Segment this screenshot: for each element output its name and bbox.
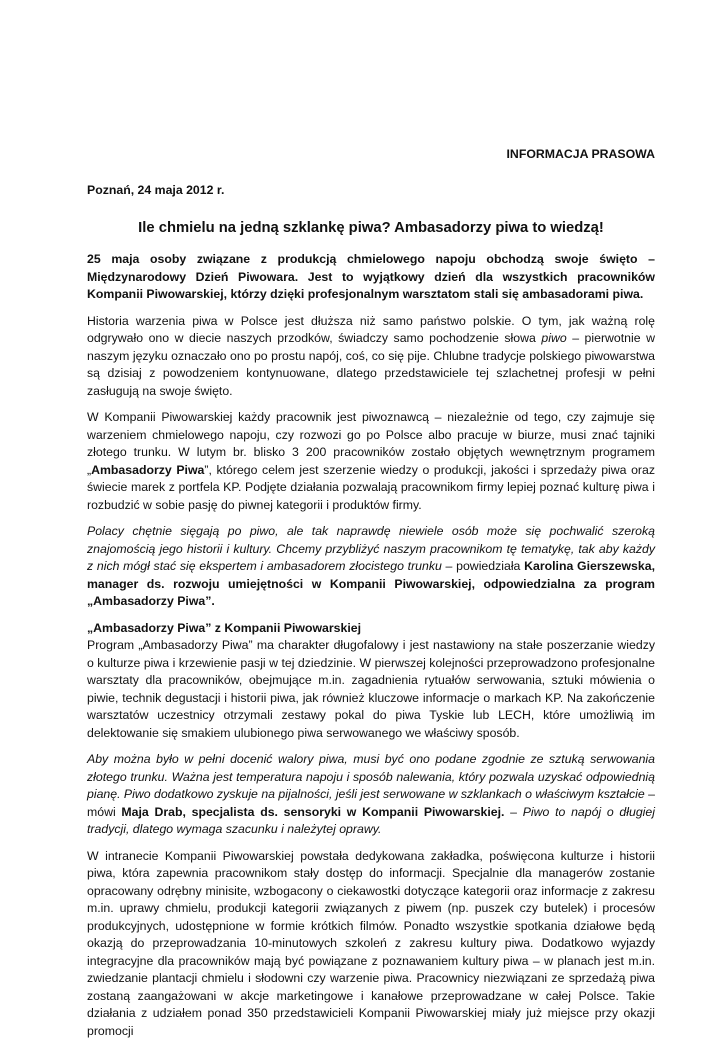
lead-paragraph: 25 maja osoby związane z produkcją chmielowego napoju obchodzą swoje święto – Międzynarodowy Dzień Piwowara. Jest to wyjątkowy dzień dla wszystkich pracowników Kompanii Piwowarskiej, którzy dzięki profesjonalnym warsztatom stali się ambasadorami piwa.: [87, 252, 655, 301]
paragraph-text: Historia warzenia piwa w Polsce jest dłuższa niż samo państwo polskie. O tym, jak ważną rolę odgrywało ono w diecie naszych przodków, świadczy samo pochodzenie słowa: [87, 313, 655, 345]
paragraph-text: – pierwotnie w naszym języku oznaczało ono po prostu napój, coś, co się pije. Chlubne tradycje polskiego piwowarstwa są dzisiaj z powodzeniem kontynuowane, dlatego przedstawiciele tej szlachetnej profesji w pełni zasługują na swoje święto.: [87, 331, 655, 398]
paragraph-text: ”, którego celem jest szerzenie wiedzy o produkcji, jakości i sprzedaży piwa oraz świecie marek z portfela KP. Podjęte działania pozwalają pracownikom firmy lepiej poznać kulturę piwa i rozbudzić w sobie pasję do piwnej kategorii i produktów firmy.: [87, 462, 655, 512]
quote-text: Polacy chętnie sięgają po piwo, ale tak naprawdę niewiele osób może się pochwalić szeroką znajomością jego historii i kultury. Chcemy przybliżyć naszym pracownikom tę tematykę, tak aby każdy z nich mógł stać się ekspertem i ambasadorem złocistego trunku: [87, 524, 655, 573]
quote-author: Maja Drab, specjalista ds. sensoryki w Kompanii Piwowarskiej.: [121, 804, 505, 819]
paragraph-quote-gierszewska: [87, 523, 655, 611]
section-ambasadorzy: [87, 620, 655, 743]
dateline: Poznań, 24 maja 2012 r.: [87, 183, 225, 197]
section-heading: „Ambasadorzy Piwa” z Kompanii Piwowarskiej: [87, 620, 362, 635]
paragraph-program-details: Program „Ambasadorzy Piwa” ma charakter długofalowy i jest nastawiony na stałe poszerzanie wiedzy o kulturze piwa i krzewienie pasji w tej dziedzinie. W pierwszej kolejności przeprowadzono profesjonalne warsztaty dla pracowników, obejmujące m.in. zagadnienia rytuałów serwowania, sztuki mówienia o piwie, technik degustacji i historii piwa, jak również kluczowe informacje o markach KP. Na zakończenie warsztatów uczestnicy otrzymali zestawy pokal do piwa Tyskie lub LECH, które umożliwią im delektowanie się smakiem ulubionego piwa serwowanego we właściwy sposób.: [87, 638, 655, 740]
quote-text: Piwo to napój o długiej tradycji, dlatego wymaga szacunku i należytej oprawy.: [87, 804, 655, 836]
program-name: Ambasadorzy Piwa: [91, 462, 205, 477]
paragraph-program: [87, 409, 655, 514]
attribution-text: – powiedziała: [441, 559, 525, 573]
press-release-label: INFORMACJA PRASOWA: [506, 147, 655, 161]
paragraph-intranet: W intranecie Kompanii Piwowarskiej powstała dedykowana zakładka, poświęcona kulturze i historii piwa, która zapewnia pracownikom stały dostęp do informacji. Specjalnie dla managerów zostanie opracowany odrębny minisite, wzbogacony o ciekawostki dotyczące kategorii oraz informacje z zakresu m.in. uprawy chmielu, produkcji kategorii związanych z piwem (np. puszek czy butelek) i procesów produkcyjnych, udostępnione w formie krótkich filmów. Ponadto wszystkie spotkania działowe będą okazją do przeprowadzania 10-minutowych szkoleń z zakresu kultury piwa. Dodatkowo wyjazdy integracyjne dla pracowników mają być powiązane z poznawaniem kultury piwa – w planach jest m.in. zwiedzanie plantacji chmielu i słodowni czy warzenie piwa. Pracownicy niezwiązani ze sprzedażą piwa zostaną zaangażowani w akcje marketingowe i kanałowe przeprowadzane w całej Polsce. Takie działania z udziałem ponad 350 przedstawicieli Kompanii Piwowarskiej miały już miejsce przy okazji promocji: [87, 848, 655, 1038]
quote-author: Karolina Gierszewska, manager ds. rozwoju umiejętności w Kompanii Piwowarskiej, odpowiedzialna za program „Ambasadorzy Piwa”.: [87, 559, 655, 608]
paragraph-quote-drab: [87, 751, 655, 839]
attribution-text: – mówi: [87, 787, 655, 819]
emphasis-word: piwo: [541, 331, 567, 345]
document-body: [87, 251, 655, 1049]
dash-text: –: [504, 804, 523, 819]
quote-text: Aby można było w pełni docenić walory piwa, musi być ono podane zgodnie ze sztuką serwowania złotego trunku. Ważna jest temperatura napoju i sposób nalewania, który pozwala uzyskać odpowiednią pianę. Piwo dodatkowo zyskuje na pijalności, jeśli jest serwowane w szklankach o właściwym kształcie: [87, 752, 655, 801]
paragraph-text: W Kompanii Piwowarskiej każdy pracownik jest piwoznawcą – niezależnie od tego, czy zajmuje się warzeniem chmielowego napoju, czy rozwozi go po Polsce albo pracuje w biurze, musi znać tajniki złotego trunku. W lutym br. blisko 3 200 pracowników zostało objętych wewnętrznym programem „: [87, 410, 655, 477]
paragraph-history: [87, 313, 655, 401]
page-title: Ile chmielu na jedną szklankę piwa? Ambasadorzy piwa to wiedzą!: [138, 220, 604, 236]
